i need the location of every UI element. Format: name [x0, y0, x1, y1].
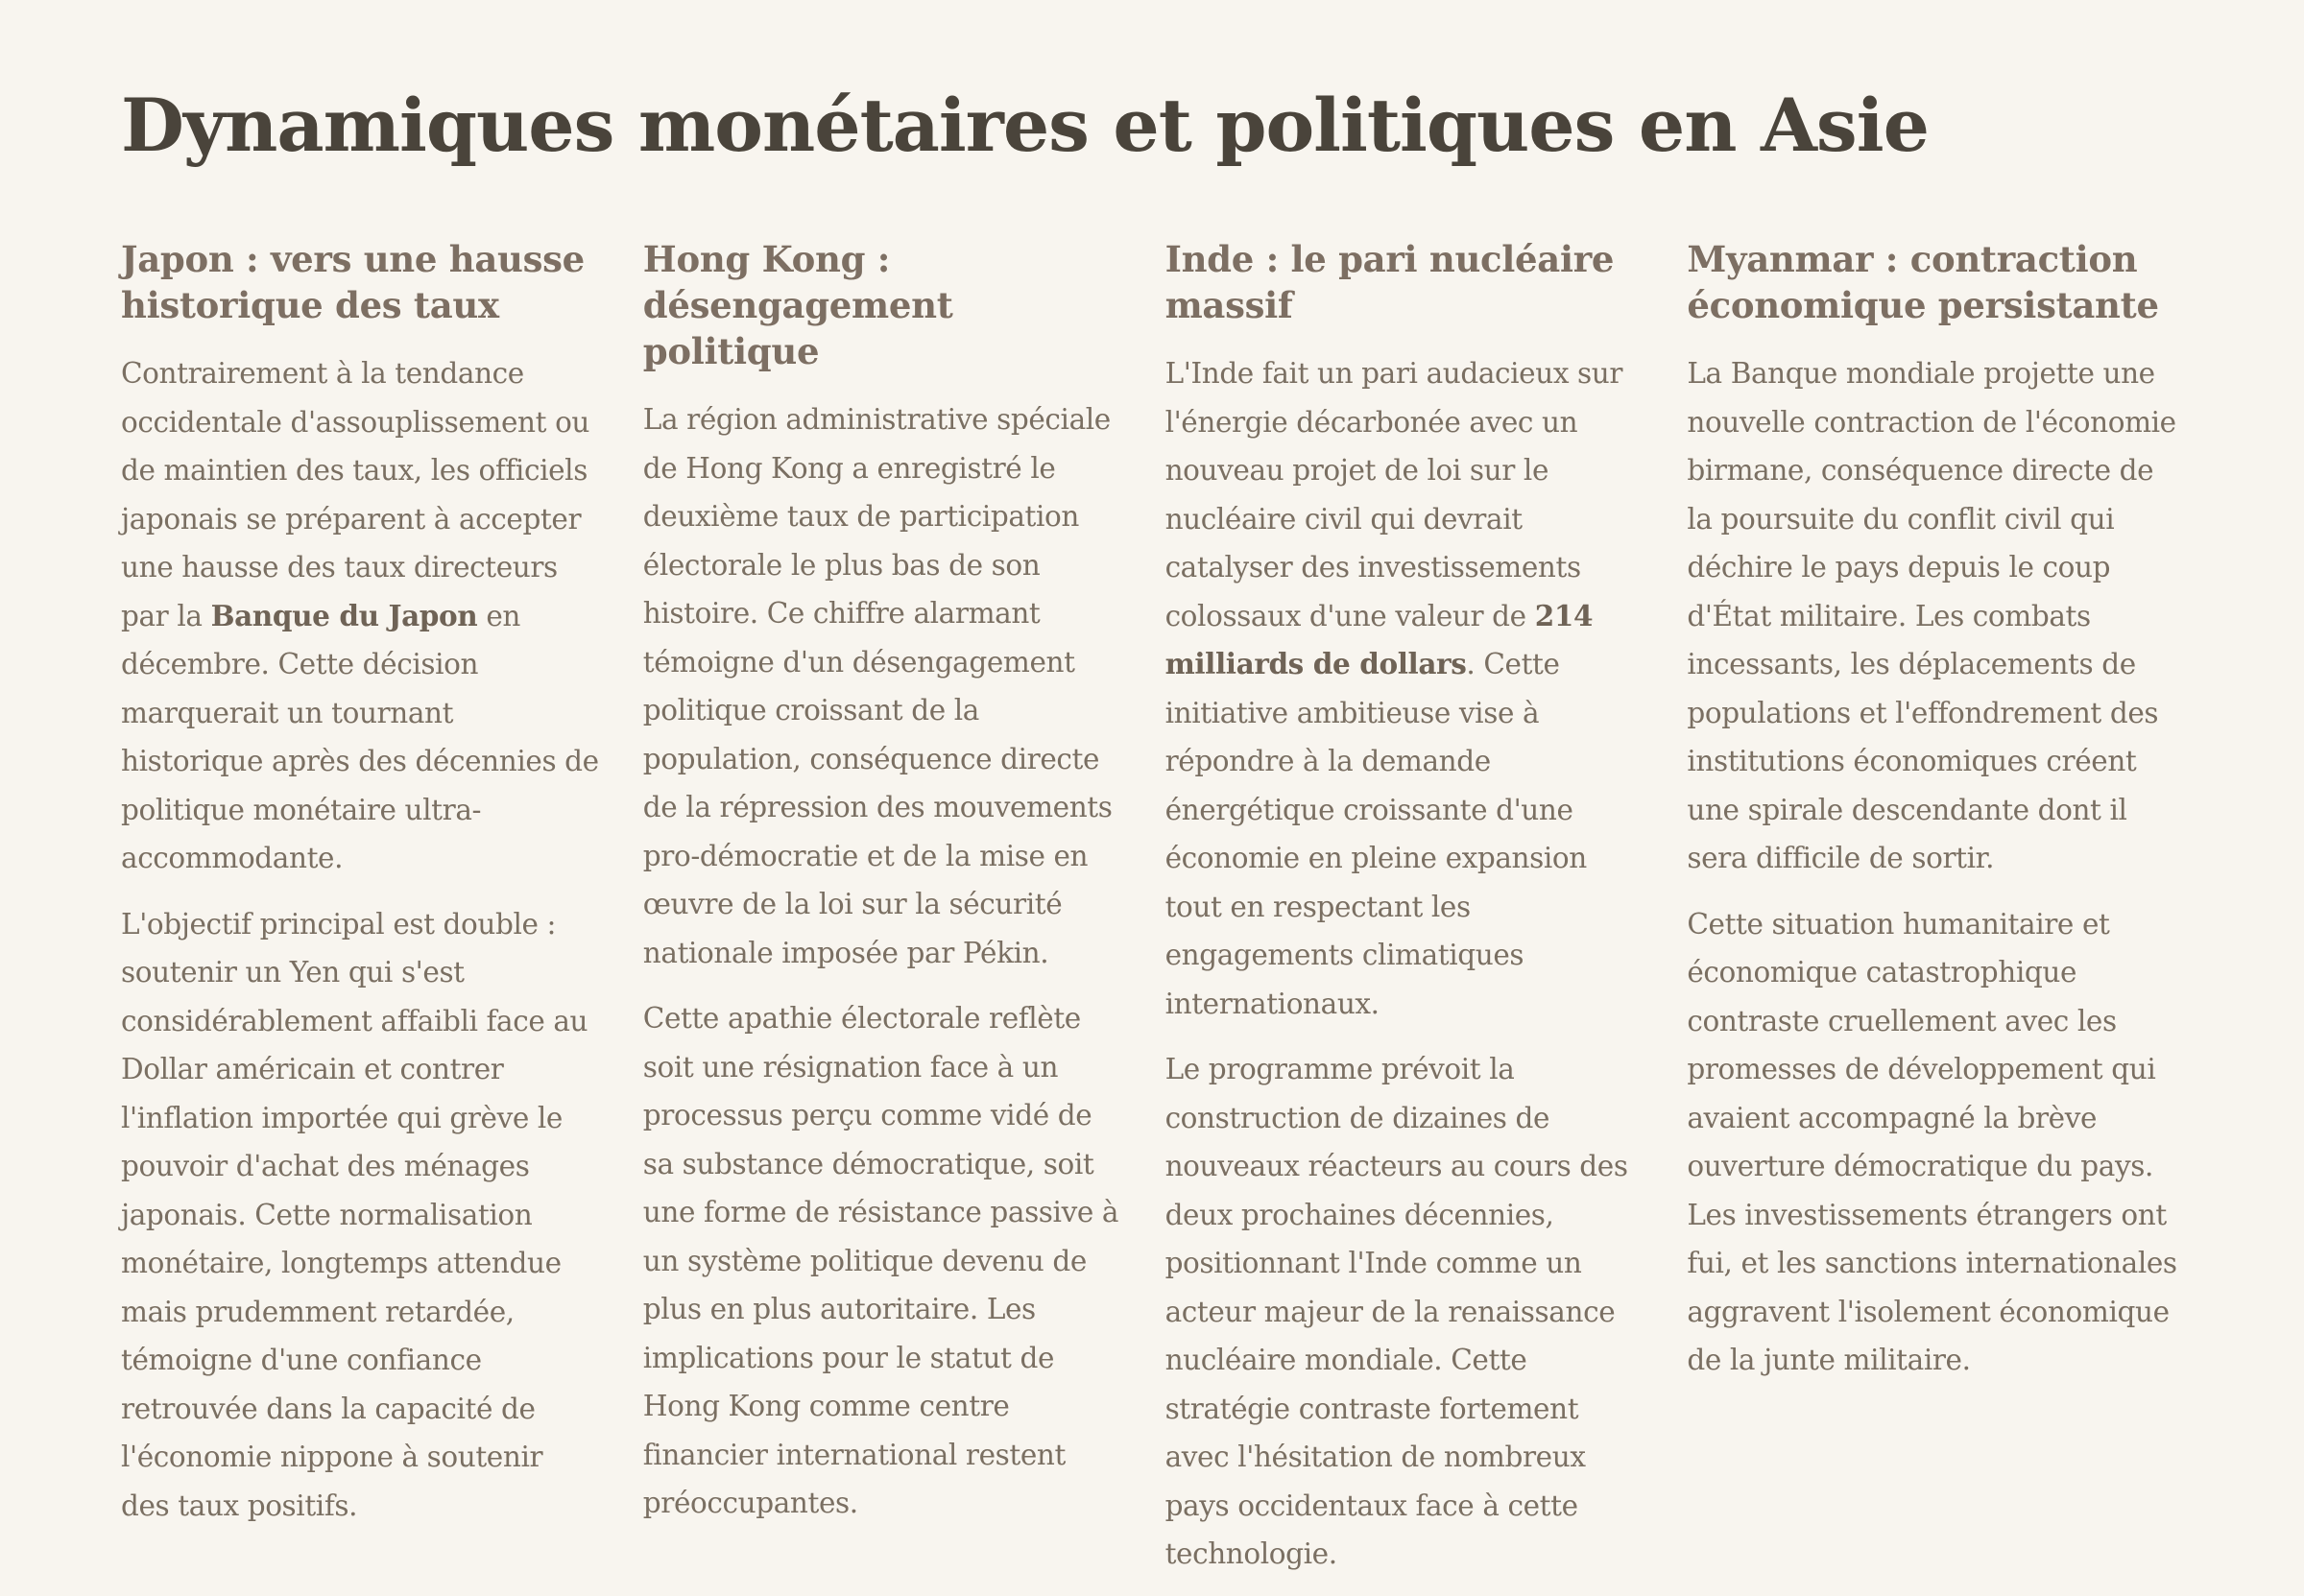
column-heading: Japon : vers une hausse historique des taux — [121, 238, 585, 326]
text: L'Inde fait un pari audacieux sur l'énergie décarbonée avec un nouveau projet de loi sur le nucléaire civil qui devrait catalyser des investissements colossaux d'une valeur de — [1164, 357, 1623, 632]
column-japan — [121, 236, 643, 1596]
text: en décembre. Cette décision marquerait un tournant historique après des décennies de politique monétaire ultra-accommodante. — [121, 599, 599, 874]
column-heading: Inde : le pari nucléaire massif — [1164, 238, 1615, 326]
column-india — [1165, 236, 1688, 1596]
text: Contrairement à la tendance occidentale d'assouplissement ou de maintien des taux, les officiels japonais se préparent à accepter une hausse des taux directeurs par la — [121, 357, 590, 632]
paragraph: Cette apathie électorale reflète soit une résignation face à un processus perçu comme vidé de sa substance démocratique, soit une forme de résistance passive à un système politique devenu de plus en plus autoritaire. Les implications pour le statut de Hong Kong comme centre financier international restent préoccupantes. — [642, 1002, 1119, 1519]
paragraph — [1165, 349, 1644, 1028]
bold-text: Banque du Japon — [210, 598, 478, 632]
column-myanmar — [1687, 236, 2183, 1596]
paragraph: La Banque mondiale projette une nouvelle contraction de l'économie birmane, conséquence directe de la poursuite du conflit civil qui déchire le pays depuis le coup d'État militaire. Les combats incessants, les déplacements de populations et l'effondrement des institutions économiques créent une spirale descendante dont il sera difficile de sortir. — [1687, 357, 2176, 874]
column-heading: Myanmar : contraction économique persistante — [1687, 238, 2159, 326]
paragraph — [121, 349, 599, 883]
article-columns — [121, 236, 2183, 1596]
column-heading: Hong Kong : désengagement politique — [642, 238, 953, 372]
bold-text: 214 milliards de dollars — [1164, 598, 1594, 680]
column-hong-kong — [643, 236, 1165, 1596]
text: . Cette initiative ambitieuse vise à répondre à la demande énergétique croissante d'une économie en pleine expansion tout en respectant les engagements climatiques internationaux. — [1164, 648, 1587, 1020]
paragraph: La région administrative spéciale de Hong Kong a enregistré le deuxième taux de participation électorale le plus bas de son histoire. Ce chiffre alarmant témoigne d'un désengagement politique croissant de la population, conséquence directe de la répression des mouvements pro-démocratie et de la mise en œuvre de la loi sur la sécurité nationale imposée par Pékin. — [642, 403, 1113, 969]
paragraph: Le programme prévoit la construction de dizaines de nouveaux réacteurs au cours des deux prochaines décennies, positionnant l'Inde comme un acteur majeur de la renaissance nucléaire mondiale. Cette stratégie contraste fortement avec l'hésitation de nombreux pays occidentaux face à cette technologie. — [1164, 1053, 1628, 1570]
page-title: Dynamiques monétaires et politiques en Asie — [121, 83, 1929, 168]
paragraph: L'objectif principal est double : soutenir un Yen qui s'est considérablement affaibli face au Dollar américain et contrer l'inflation importée qui grève le pouvoir d'achat des ménages japonais. Cette normalisation monétaire, longtemps attendue mais prudemment retardée, témoigne d'une confiance retrouvée dans la capacité de l'économie nippone à soutenir des taux positifs. — [121, 907, 588, 1522]
paragraph: Cette situation humanitaire et économique catastrophique contraste cruellement avec les promesses de développement qui avaient accompagné la brève ouverture démocratique du pays. Les investissements étrangers ont fui, et les sanctions internationales aggravent l'isolement économique de la junte militaire. — [1687, 907, 2177, 1376]
